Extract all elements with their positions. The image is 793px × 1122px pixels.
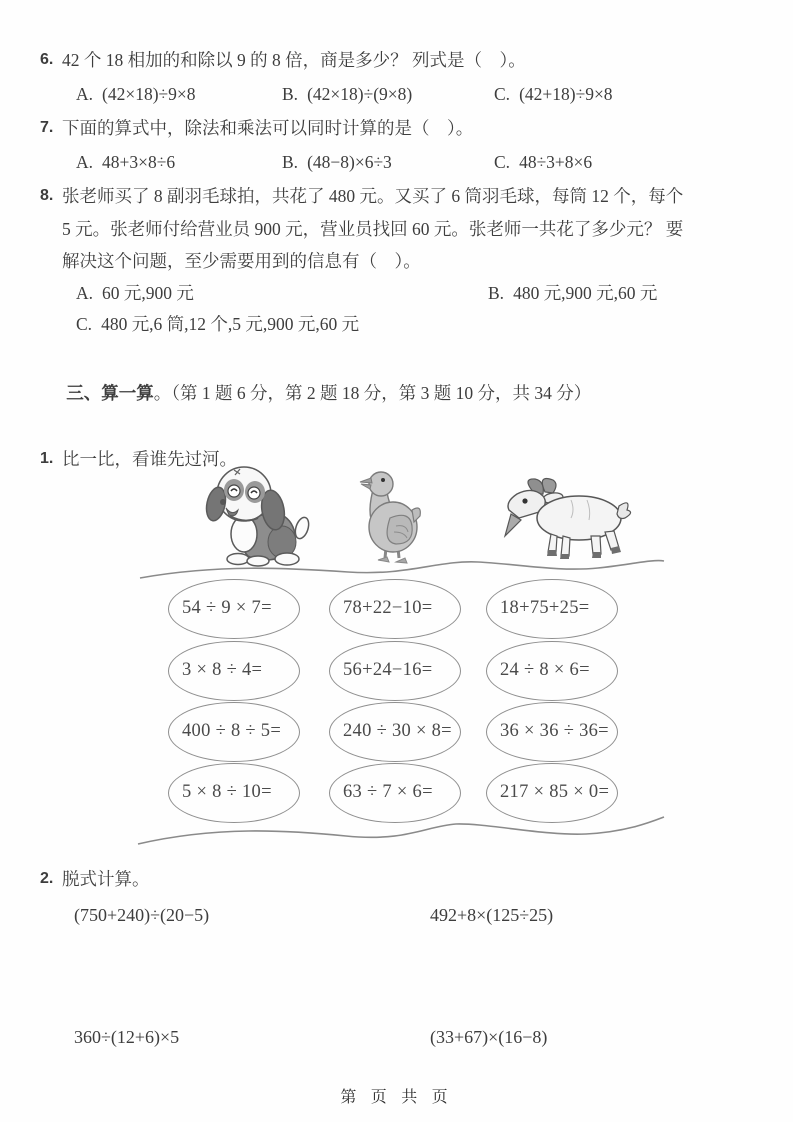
- option-label: C.: [494, 152, 511, 172]
- question-7-text: 下面的算式中，除法和乘法可以同时计算的是（ ）。: [62, 118, 474, 138]
- option-label: A.: [76, 84, 94, 104]
- stepping-stone: 3 × 8 ÷ 4=: [168, 641, 300, 701]
- question-6-number: 6.: [40, 51, 54, 68]
- question-7-number: 7.: [40, 119, 54, 136]
- stepping-stone: 36 × 36 ÷ 36=: [486, 702, 618, 762]
- item-2-text: 脱式计算。: [62, 868, 150, 889]
- question-6-option-b: [282, 76, 494, 112]
- question-7-option-c: [494, 144, 592, 180]
- question-6-text: 42 个 18 相加的和除以 9 的 8 倍，商是多少？ 列式是（ ）。: [62, 50, 526, 70]
- stepping-stone: 56+24−16=: [329, 641, 461, 701]
- question-8-options-row-1: [40, 278, 755, 309]
- duck-illustration: [352, 470, 434, 564]
- section-3-title: 三、算一算: [66, 382, 154, 403]
- stepping-stone: 78+22−10=: [329, 579, 461, 639]
- item-2-header: [40, 864, 755, 894]
- calculation-expression: 360÷(12+6)×5: [74, 1026, 180, 1047]
- question-7-options: [40, 144, 755, 180]
- item-2-number: 2.: [40, 869, 54, 887]
- option-expression: (48−8)×6÷3: [307, 152, 392, 172]
- option-expression: 60 元,900 元: [102, 282, 194, 303]
- question-7-option-a: [76, 144, 282, 180]
- question-8-option-a: [76, 278, 488, 309]
- stepping-stone: 240 ÷ 30 × 8=: [329, 702, 461, 762]
- question-8-line-3: 解决这个问题，至少需要用到的信息有（ ）。: [62, 251, 421, 271]
- option-expression: 480 元,6 筒,12 个,5 元,900 元,60 元: [101, 313, 360, 334]
- worksheet-content: [40, 44, 755, 1050]
- stepping-stone: 54 ÷ 9 × 7=: [168, 579, 300, 639]
- stepping-stone: 18+75+25=: [486, 579, 618, 639]
- question-8-number: 8.: [40, 187, 54, 204]
- question-8-line-2: 5 元。张老师付给营业员 900 元，营业员找回 60 元。张老师一共花了多少元？ 要: [62, 218, 684, 239]
- calculation-row-1: [40, 902, 755, 928]
- question-8-option-c: [76, 309, 359, 340]
- option-expression: 48+3×8÷6: [102, 152, 176, 172]
- question-8: [40, 180, 755, 278]
- calculation-expression: (750+240)÷(20−5): [74, 904, 210, 925]
- question-8-text: 张老师买了 8 副羽毛球拍，共花了 480 元。又买了 6 筒羽毛球，每筒 12 个，每个: [62, 186, 684, 206]
- question-6-option-c: [494, 76, 613, 112]
- option-label: C.: [494, 84, 511, 104]
- section-3-header: [40, 342, 755, 444]
- option-label: A.: [76, 152, 94, 172]
- option-label: B.: [488, 282, 505, 303]
- option-expression: 480 元,900 元,60 元: [513, 282, 658, 303]
- question-7-option-b: [282, 144, 494, 180]
- page-footer: 第 页 共 页: [340, 1089, 453, 1106]
- goat-illustration: [495, 476, 633, 560]
- option-expression: (42×18)÷(9×8): [307, 84, 413, 104]
- question-6: [40, 44, 755, 76]
- stepping-stone: 63 ÷ 7 × 6=: [329, 763, 461, 823]
- item-1-text: 比一比，看谁先过河。: [62, 448, 237, 469]
- option-label: C.: [76, 313, 93, 334]
- calculation-expression: 492+8×(125÷25): [430, 904, 554, 925]
- question-8-option-b: [488, 278, 657, 309]
- section-3-score-note: 。（第 1 题 6 分，第 2 题 18 分，第 3 题 10 分，共 34 分）: [153, 382, 592, 403]
- stepping-stone: 217 × 85 × 0=: [486, 763, 618, 823]
- river-bank-bottom-line: [136, 814, 666, 848]
- question-6-option-a: [76, 76, 282, 112]
- river-crossing-figure: [40, 464, 755, 852]
- option-expression: (42×18)÷9×8: [102, 84, 196, 104]
- calculation-row-2: [40, 1024, 755, 1050]
- stepping-stone: 400 ÷ 8 ÷ 5=: [168, 702, 300, 762]
- option-expression: 48÷3+8×6: [519, 152, 593, 172]
- option-expression: (42+18)÷9×8: [519, 84, 613, 104]
- option-label: B.: [282, 84, 299, 104]
- question-8-options: [40, 278, 755, 340]
- question-8-line-1: [40, 180, 755, 213]
- item-1-number: 1.: [40, 449, 54, 467]
- option-label: B.: [282, 152, 299, 172]
- dog-illustration: [190, 464, 335, 567]
- question-6-options: [40, 76, 755, 112]
- calculation-expression: (33+67)×(16−8): [430, 1026, 548, 1047]
- option-label: A.: [76, 282, 94, 303]
- question-7: [40, 112, 755, 144]
- question-8-options-row-2: [40, 309, 755, 340]
- stepping-stone: 24 ÷ 8 × 6=: [486, 641, 618, 701]
- stepping-stone: 5 × 8 ÷ 10=: [168, 763, 300, 823]
